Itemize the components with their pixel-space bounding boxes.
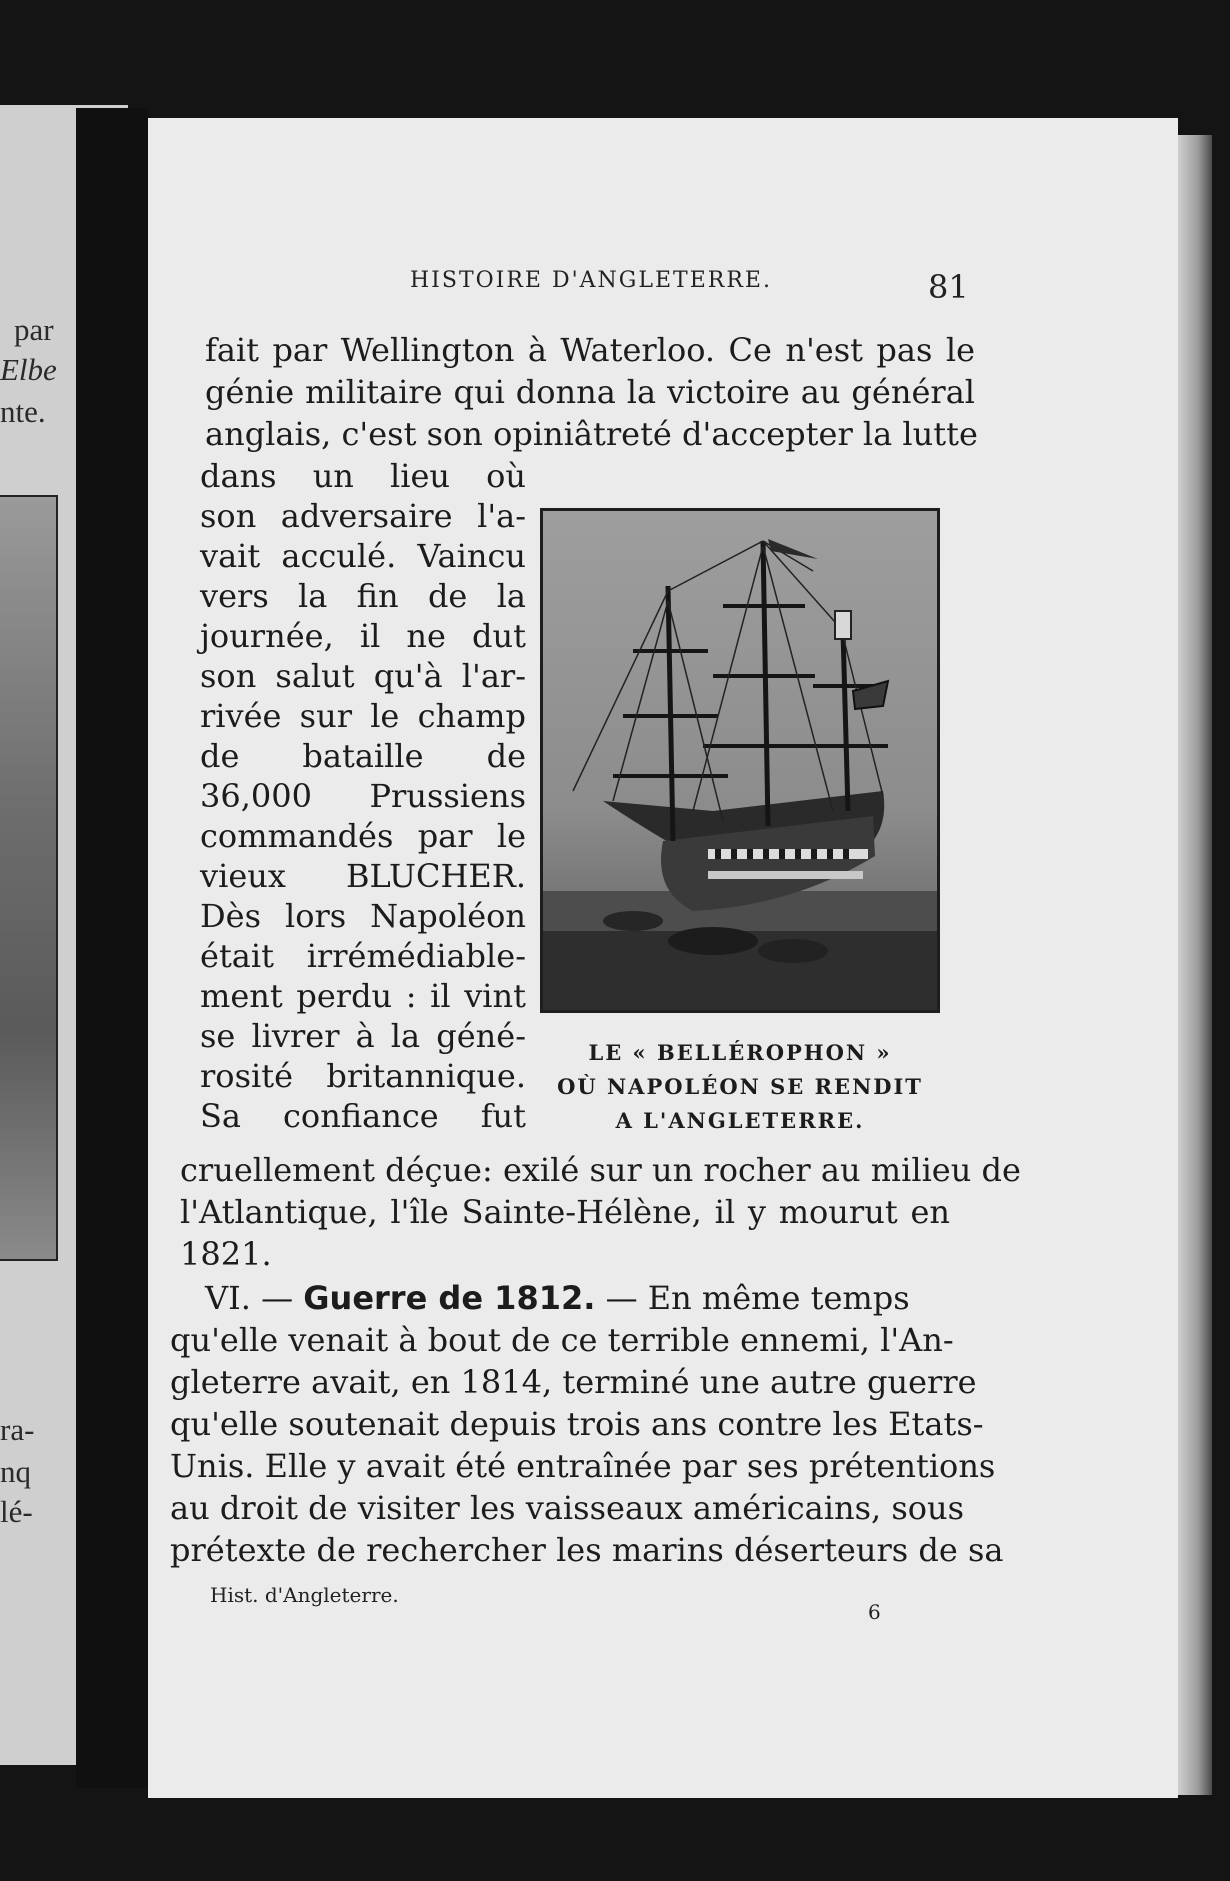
text-line: se livrer à la géné- <box>200 1017 526 1055</box>
previous-page-line: nq <box>0 1454 31 1489</box>
text-line: son salut qu'à l'ar- <box>200 657 526 695</box>
figure-caption-line: OÙ NAPOLÉON SE RENDIT <box>557 1074 923 1099</box>
running-title: HISTOIRE D'ANGLETERRE. <box>410 268 772 293</box>
text-line: Unis. Elle y avait été entraînée par ses prétentions <box>170 1447 996 1485</box>
text-line: l'Atlantique, l'île Sainte-Hélène, il y mourut en <box>180 1193 950 1231</box>
previous-page-illustration <box>0 495 58 1261</box>
text-line: rivée sur le champ <box>200 697 526 735</box>
bellerophon-ship-engraving <box>543 511 937 1010</box>
text-line: son adversaire l'a- <box>200 497 526 535</box>
figure-caption-line: LE « BELLÉROPHON » <box>588 1040 892 1065</box>
text-line: prétexte de rechercher les marins déserteurs de sa <box>170 1531 1004 1569</box>
text-line: rosité britannique. <box>200 1057 526 1095</box>
previous-page-line: Elbe <box>0 352 57 387</box>
text-line: de bataille de <box>200 737 526 775</box>
figure-caption-line: A L'ANGLETERRE. <box>615 1108 865 1133</box>
previous-page-line: par <box>14 312 54 347</box>
section-number: VI. — <box>205 1279 294 1317</box>
section-first-line-rest: — En même temps <box>605 1279 910 1317</box>
text-line: Sa confiance fut <box>200 1097 526 1135</box>
text-line: qu'elle soutenait depuis trois ans contre les Etats- <box>170 1405 984 1443</box>
text-line: génie militaire qui donna la victoire au général <box>205 373 975 411</box>
page-edge <box>1178 135 1212 1795</box>
previous-page-line: lé- <box>0 1494 33 1529</box>
text-line: était irrémédiable- <box>200 937 526 975</box>
text-line: dans un lieu où <box>200 457 526 495</box>
text-line: gleterre avait, en 1814, terminé une autre guerre <box>170 1363 977 1401</box>
footer-note: Hist. d'Angleterre. <box>210 1583 399 1607</box>
book-gutter <box>76 108 148 1788</box>
text-line: 1821. <box>180 1235 272 1273</box>
text-line: cruellement déçue: exilé sur un rocher au milieu de <box>180 1151 1021 1189</box>
previous-page-line: nte. <box>0 394 46 429</box>
previous-page-line: ra- <box>0 1412 35 1447</box>
text-line: au droit de visiter les vaisseaux américains, sous <box>170 1489 965 1527</box>
text-line: journée, il ne dut <box>200 617 526 655</box>
text-line: anglais, c'est son opiniâtreté d'accepter la lutte <box>205 415 978 453</box>
text-line: qu'elle venait à bout de ce terrible ennemi, l'An- <box>170 1321 954 1359</box>
text-line: vers la fin de la <box>200 577 526 615</box>
section-heading-line <box>205 1278 910 1318</box>
text-line: 36,000 Prussiens <box>200 777 526 815</box>
signature-mark: 6 <box>868 1600 881 1624</box>
text-line: Dès lors Napoléon <box>200 897 526 935</box>
text-line: ment perdu : il vint <box>200 977 526 1015</box>
page-number: 81 <box>928 268 969 306</box>
text-line: fait par Wellington à Waterloo. Ce n'est pas le <box>205 331 975 369</box>
ship-illustration <box>540 508 940 1013</box>
text-line: vieux BLUCHER. <box>200 857 526 895</box>
text-line: vait acculé. Vaincu <box>200 537 526 575</box>
text-line: commandés par le <box>200 817 526 855</box>
section-title: Guerre de 1812. <box>303 1279 596 1317</box>
